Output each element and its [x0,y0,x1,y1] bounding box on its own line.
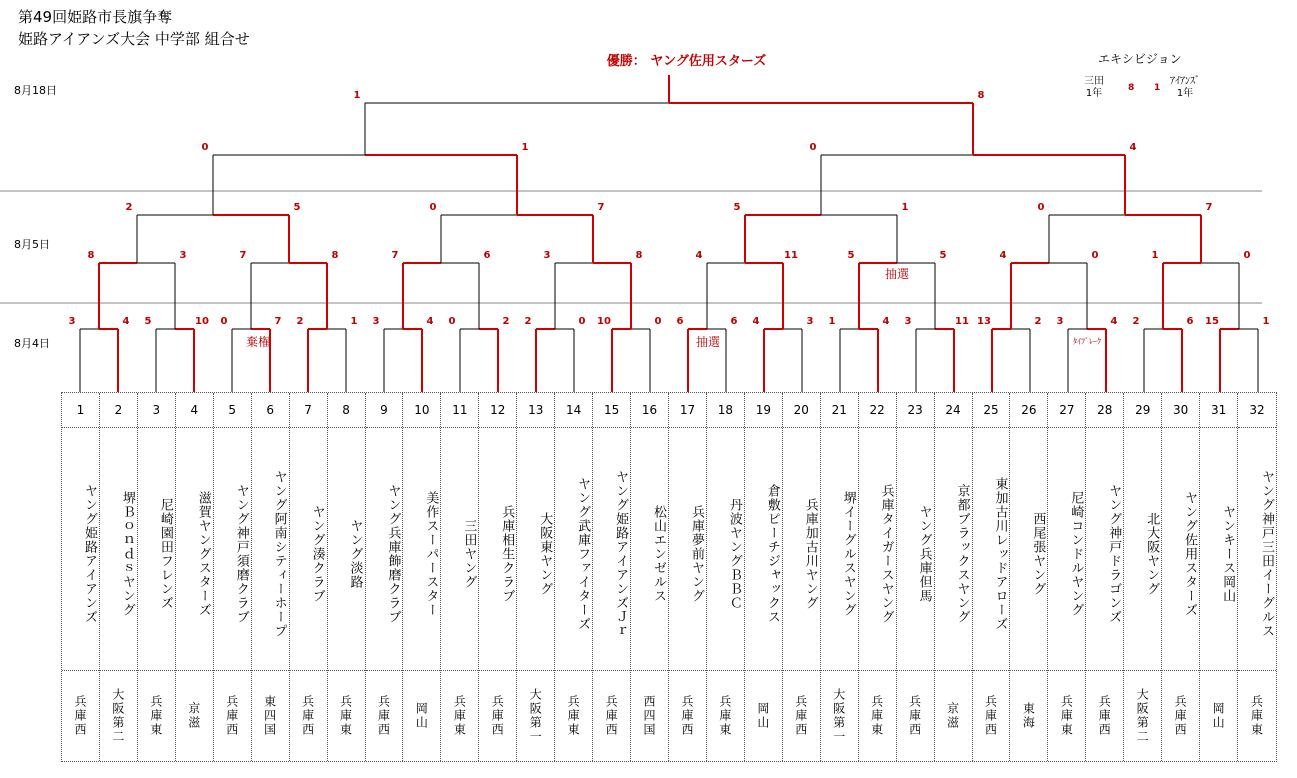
r1-score: 4 [426,316,434,327]
team-number: 5 [214,393,251,428]
r1-score: 4 [122,316,130,327]
r1-score: 3 [1056,316,1064,327]
team-column [1048,393,1086,761]
date-day1: 8月4日 [14,337,50,350]
team-name: 兵庫夢前ヤング [669,427,706,671]
team-name: ヤング阿南シティーホープ [252,427,289,671]
team-column [176,393,214,761]
team-number: 3 [138,393,175,428]
team-number: 2 [100,393,137,428]
r1-score: 7 [274,316,282,327]
team-name: 東加古川レッドアローズ [973,427,1010,671]
team-column [290,393,328,761]
team-number: 12 [479,393,516,428]
team-area: 兵庫西 [1173,695,1188,737]
team-name: ヤング姫路アイアンズＪｒ [593,427,630,671]
team-column [593,393,631,761]
team-column [479,393,517,761]
team-name: ヤンキース岡山 [1200,427,1237,671]
exhibition-team-a-grade: 1年 [1085,88,1103,99]
team-name: 京都ブラックスヤング [935,427,972,671]
r2-score: 4 [999,250,1007,261]
team-area: 東四国 [262,695,277,737]
r2-score: 3 [179,250,187,261]
team-area: 兵庫東 [338,695,353,737]
team-area: 京滋 [186,702,201,730]
r1-score: 1 [350,316,358,327]
r3-score: 5 [733,202,741,213]
team-name: ヤング湊クラブ [290,427,327,671]
team-table [61,392,1277,762]
date-final: 8月18日 [14,84,57,97]
final-score: 8 [977,90,985,101]
team-area: 京滋 [945,702,960,730]
team-number: 16 [631,393,668,428]
team-number: 13 [517,393,554,428]
team-area: 兵庫東 [717,695,732,737]
team-area: 西四国 [642,695,657,737]
team-area: 大阪第二 [1135,688,1150,744]
team-number: 11 [441,393,478,428]
team-column [62,393,100,761]
r1-score: 6 [730,316,738,327]
r2-score: 7 [391,250,399,261]
team-name: ヤング神戸三田イーグルス [1238,427,1276,671]
team-number: 30 [1162,393,1199,428]
r4-score: 1 [521,142,529,153]
team-area: 大阪第一 [831,688,846,744]
team-name: ヤング武庫ファイターズ [555,427,592,671]
team-column [1162,393,1200,761]
team-column [403,393,441,761]
team-number: 15 [593,393,630,428]
r1-score: 2 [1132,316,1140,327]
team-area: 兵庫西 [679,695,694,737]
team-number: 20 [783,393,820,428]
team-name: 三田ヤング [441,427,478,671]
team-area: 兵庫東 [869,695,884,737]
r2-score: 0 [1091,250,1099,261]
team-area: 兵庫東 [148,695,163,737]
r3-score: 0 [429,202,437,213]
final-score: 1 [353,90,361,101]
lottery-note-r2: 抽選 [884,267,910,281]
r1-score: 5 [144,316,152,327]
team-number: 4 [176,393,213,428]
team-column [555,393,593,761]
team-column [631,393,669,761]
team-area: 大阪第二 [110,688,125,744]
team-column [214,393,252,761]
r1-score: 3 [806,316,814,327]
r1-score: 1 [828,316,836,327]
team-column [138,393,176,761]
team-name: ヤング神戸須磨クラブ [214,427,251,671]
team-name: 尼崎園田フレンズ [138,427,175,671]
r3-score: 7 [597,202,605,213]
team-column [669,393,707,761]
team-area: 兵庫東 [1059,695,1074,737]
r1-score: 15 [1205,316,1219,327]
team-area: 兵庫西 [604,695,619,737]
r1-score: 2 [296,316,304,327]
r2-score: 6 [483,250,491,261]
team-column [366,393,404,761]
r1-score: 3 [372,316,380,327]
team-number: 31 [1200,393,1237,428]
team-name: 尼崎コンドルヤング [1048,427,1085,671]
team-area: 岡山 [755,702,770,730]
team-area: 兵庫西 [224,695,239,737]
r1-score: 4 [882,316,890,327]
date-day2: 8月5日 [14,238,50,251]
r2-score: 5 [939,250,947,261]
exhibition-score-b: 1 [1154,83,1161,93]
team-number: 10 [403,393,440,428]
r1-score: 4 [1110,316,1118,327]
r4-score: 0 [809,142,817,153]
title-line-2: 姫路アイアンズ大会 中学部 組合せ [18,30,250,48]
exhibition-team-a-name: 三田 [1084,76,1104,87]
r1-score: 2 [524,316,532,327]
team-column [745,393,783,761]
team-area: 兵庫西 [490,695,505,737]
team-name: ヤング佐用スターズ [1162,427,1199,671]
r4-score: 0 [201,142,209,153]
r1-score: 0 [578,316,586,327]
team-name: 北大阪ヤング [1124,427,1161,671]
team-number: 26 [1010,393,1047,428]
r4-score: 4 [1129,142,1137,153]
r2-score: 3 [543,250,551,261]
team-number: 21 [821,393,858,428]
team-area: 兵庫東 [1249,695,1264,737]
team-area: 兵庫東 [452,695,467,737]
title-line-1: 第49回姫路市長旗争奪 [18,8,173,26]
team-column [1086,393,1124,761]
team-name: 松山エンゼルス [631,427,668,671]
team-column [517,393,555,761]
team-number: 22 [859,393,896,428]
r1-score: 6 [676,316,684,327]
team-name: ヤング姫路アイアンズ [62,427,99,671]
team-number: 14 [555,393,592,428]
team-column [100,393,138,761]
team-area: 兵庫西 [1097,695,1112,737]
team-area: 兵庫西 [300,695,315,737]
forfeit-note: 棄権 [245,335,271,349]
team-number: 8 [328,393,365,428]
champion-label: 優勝： ヤング佐用スターズ [606,54,767,69]
r3-score: 2 [125,202,133,213]
team-area: 兵庫東 [566,695,581,737]
r3-score: 0 [1037,202,1045,213]
team-column [859,393,897,761]
team-number: 23 [897,393,934,428]
team-number: 24 [935,393,972,428]
r1-score: 10 [195,316,209,327]
r2-score: 8 [635,250,643,261]
r2-score: 7 [239,250,247,261]
team-column [783,393,821,761]
team-number: 9 [366,393,403,428]
r2-score: 8 [87,250,95,261]
team-column [1238,393,1276,761]
team-number: 19 [745,393,782,428]
team-number: 1 [62,393,99,428]
team-number: 27 [1048,393,1085,428]
exhibition-title: エキシビジョン [1098,52,1182,66]
team-name: 兵庫相生クラブ [479,427,516,671]
r1-score: 3 [904,316,912,327]
r1-score: 10 [597,316,611,327]
team-column [897,393,935,761]
r3-score: 7 [1205,202,1213,213]
r2-score: 8 [331,250,339,261]
r1-score: 3 [68,316,76,327]
team-column [935,393,973,761]
team-name: 堺イーグルスヤング [821,427,858,671]
team-number: 25 [973,393,1010,428]
tiebreak-note: ﾀｲﾌﾞﾚｰｸ [1073,337,1101,346]
team-area: 兵庫西 [793,695,808,737]
r1-score: 0 [654,316,662,327]
r1-score: 1 [1262,316,1270,327]
team-number: 28 [1086,393,1123,428]
team-column [252,393,290,761]
r1-score: 13 [977,316,991,327]
team-column [328,393,366,761]
team-area: 兵庫西 [72,695,87,737]
r1-score: 6 [1186,316,1194,327]
r1-score: 4 [752,316,760,327]
team-column [1010,393,1048,761]
team-name: 丹波ヤングＢＢＣ [707,427,744,671]
team-area: 東海 [1021,702,1036,730]
team-name: ヤング淡路 [328,427,365,671]
team-area: 岡山 [414,702,429,730]
team-name: 倉敷ピーチジャックス [745,427,782,671]
team-number: 18 [707,393,744,428]
team-number: 29 [1124,393,1161,428]
r1-score: 0 [448,316,456,327]
r2-score: 5 [847,250,855,261]
team-area: 大阪第一 [528,688,543,744]
team-column [1124,393,1162,761]
team-name: ヤング兵庫但馬 [897,427,934,671]
r2-score: 1 [1151,250,1159,261]
team-column [707,393,745,761]
team-name: 美作スーパースター [403,427,440,671]
team-number: 7 [290,393,327,428]
team-name: 西尾張ヤング [1010,427,1047,671]
team-name: 滋賀ヤングスターズ [176,427,213,671]
r3-score: 5 [293,202,301,213]
team-column [821,393,859,761]
team-area: 兵庫西 [376,695,391,737]
team-name: 兵庫加古川ヤング [783,427,820,671]
r1-score: 2 [1034,316,1042,327]
exhibition-team-b-grade: 1年 [1176,88,1194,99]
exhibition-score-a: 8 [1128,83,1135,93]
team-column [973,393,1011,761]
team-number: 17 [669,393,706,428]
r1-score: 0 [220,316,228,327]
r3-score: 1 [901,202,909,213]
r2-score: 4 [695,250,703,261]
team-area: 岡山 [1211,702,1226,730]
r2-score: 0 [1243,250,1251,261]
team-name: 堺Ｂｏｎｄｓヤング [100,427,137,671]
lottery-note-r1: 抽選 [695,335,721,349]
team-area: 兵庫西 [907,695,922,737]
team-number: 32 [1238,393,1276,428]
team-name: 大阪東ヤング [517,427,554,671]
r1-score: 11 [955,316,969,327]
team-name: 兵庫タイガースヤング [859,427,896,671]
team-number: 6 [252,393,289,428]
r2-score: 11 [784,250,798,261]
team-column [441,393,479,761]
team-name: ヤング兵庫飾磨クラブ [366,427,403,671]
team-column [1200,393,1238,761]
exhibition-team-b-name: ｱｲｱﾝｽﾞ [1170,76,1200,87]
team-name: ヤング神戸ドラゴンズ [1086,427,1123,671]
team-area: 兵庫西 [983,695,998,737]
r1-score: 2 [502,316,510,327]
